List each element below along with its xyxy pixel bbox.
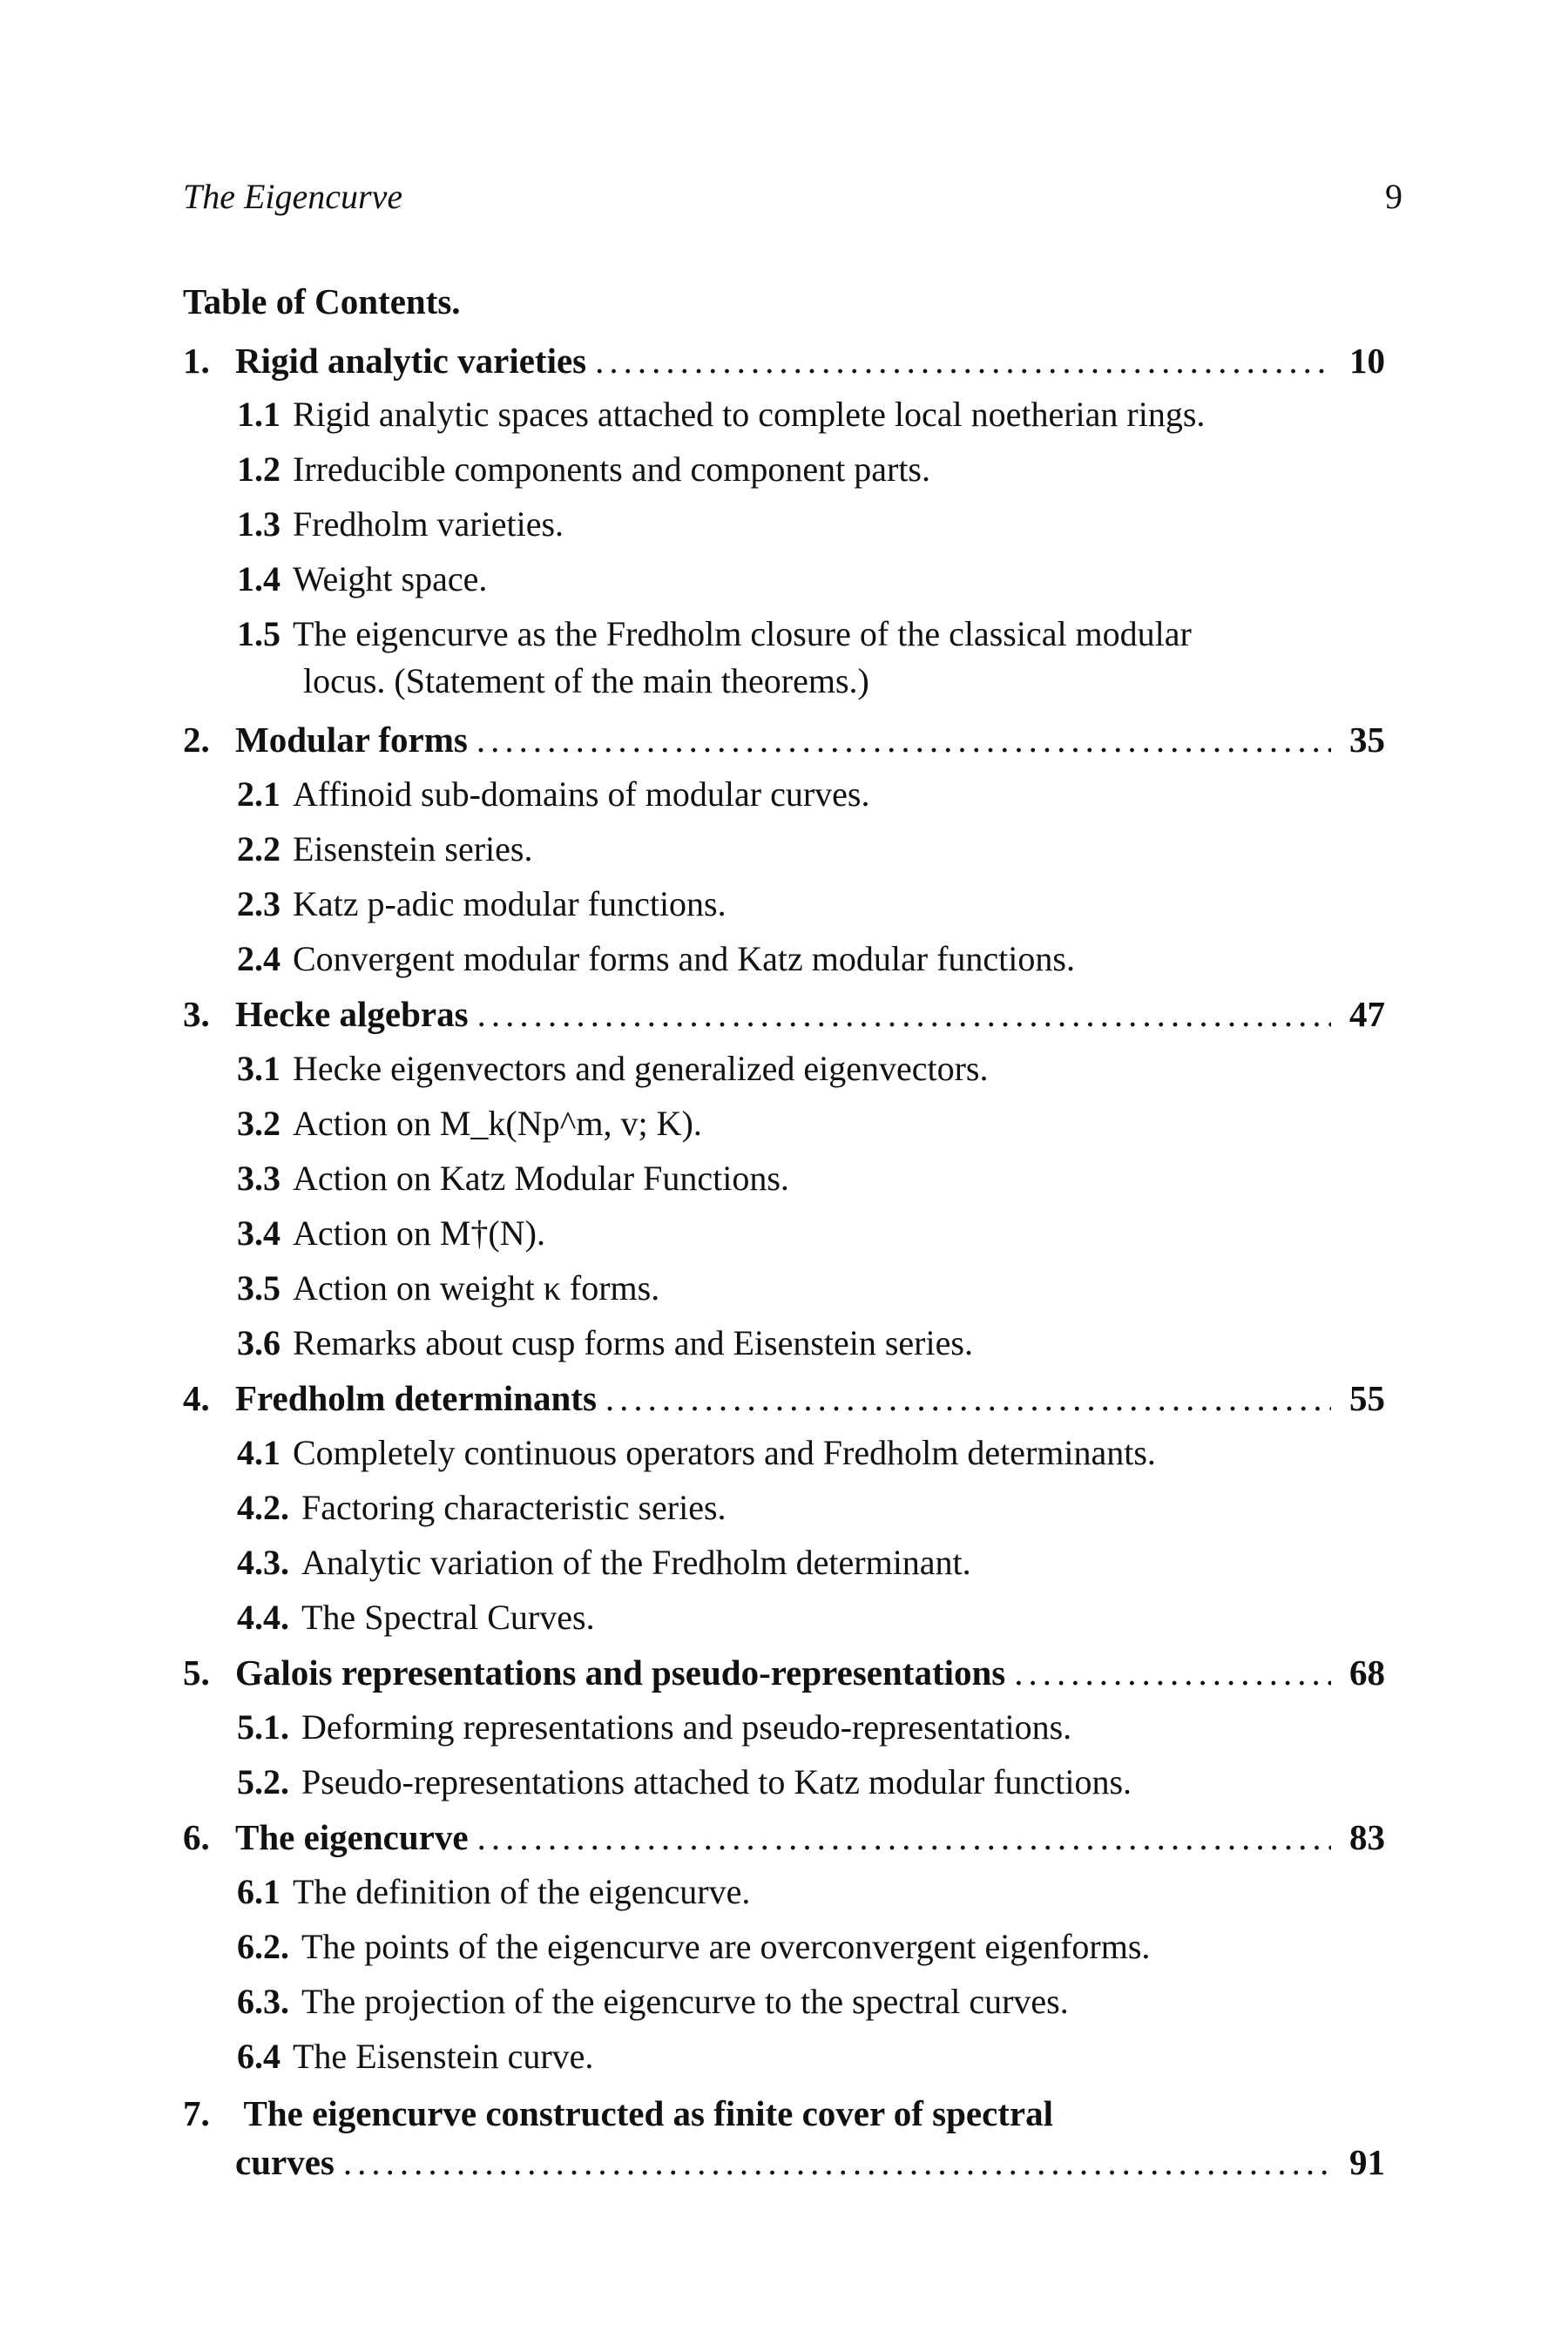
chapter-page: 68	[1349, 1652, 1385, 1693]
chapter-title-continuation: curves	[235, 2142, 335, 2182]
section-title: Irreducible components and component parts.	[293, 449, 930, 489]
section-title: Weight space.	[293, 559, 488, 598]
toc-section-4-3[interactable]	[237, 1542, 1413, 1594]
toc-chapter-2[interactable]	[183, 719, 1385, 771]
toc-section-3-4[interactable]	[237, 1213, 1413, 1265]
toc-chapter-3[interactable]	[183, 993, 1385, 1045]
section-number: 1.5	[237, 614, 280, 653]
toc-chapter-7-title[interactable]	[183, 2092, 1053, 2134]
section-number: 1.4	[237, 559, 280, 598]
toc-section-1-3[interactable]	[237, 504, 1413, 556]
section-title: The eigencurve as the Fredholm closure of the classical modular	[293, 614, 1192, 653]
section-number: 5.1.	[237, 1707, 289, 1747]
section-title: Fredholm varieties.	[293, 504, 564, 544]
section-number: 3.5	[237, 1268, 280, 1308]
leader-dots	[595, 340, 1331, 382]
section-title: Convergent modular forms and Katz modular functions.	[293, 939, 1075, 978]
chapter-page: 47	[1349, 994, 1385, 1034]
chapter-title: The eigencurve constructed as finite cover of spectral	[243, 2093, 1054, 2133]
section-number: 2.1	[237, 774, 280, 814]
section-title: Katz p-adic modular functions.	[293, 884, 727, 923]
chapter-page: 83	[1349, 1817, 1385, 1857]
chapter-number: 5.	[183, 1652, 210, 1693]
chapter-number: 3.	[183, 994, 210, 1034]
section-number: 6.1	[237, 1872, 280, 1911]
section-title: The Eisenstein curve.	[293, 2037, 594, 2076]
section-number: 3.4	[237, 1213, 280, 1253]
section-title: Action on M†(N).	[293, 1213, 545, 1253]
section-title: Eisenstein series.	[293, 829, 533, 868]
page-number: 9	[1385, 177, 1402, 216]
section-title: The definition of the eigencurve.	[293, 1872, 751, 1911]
chapter-title: The eigencurve	[235, 1817, 469, 1857]
toc-section-1-5[interactable]	[237, 613, 1413, 666]
section-number: 1.1	[237, 395, 280, 434]
leader-dots	[477, 993, 1331, 1035]
section-title: Action on Katz Modular Functions.	[293, 1159, 789, 1198]
section-title: Analytic variation of the Fredholm determinant.	[301, 1543, 971, 1582]
toc-section-5-2[interactable]	[237, 1761, 1413, 1814]
section-number: 3.2	[237, 1104, 280, 1143]
section-title: Rigid analytic spaces attached to complete local noetherian rings.	[293, 395, 1206, 434]
toc-section-4-4[interactable]	[237, 1597, 1413, 1649]
section-number: 4.2.	[237, 1488, 289, 1527]
section-title: Action on M_k(Np^m, v; K).	[293, 1104, 702, 1143]
section-title: Completely continuous operators and Fredholm determinants.	[293, 1433, 1156, 1472]
chapter-page: 10	[1349, 341, 1385, 381]
toc-title: Table of Contents.	[183, 281, 461, 321]
section-number: 4.3.	[237, 1543, 289, 1582]
toc-section-3-1[interactable]	[237, 1048, 1413, 1100]
toc-section-3-3[interactable]	[237, 1158, 1413, 1210]
chapter-title: Hecke algebras	[235, 994, 469, 1034]
leader-dots	[343, 2141, 1331, 2183]
section-title: Remarks about cusp forms and Eisenstein series.	[293, 1323, 973, 1362]
section-title: Affinoid sub-domains of modular curves.	[293, 774, 870, 814]
section-number: 2.2	[237, 829, 280, 868]
section-number: 2.3	[237, 884, 280, 923]
toc-section-2-4[interactable]	[237, 938, 1413, 990]
running-title: The Eigencurve	[183, 177, 403, 216]
toc-section-1-2[interactable]	[237, 449, 1413, 501]
toc-chapter-1[interactable]	[183, 340, 1385, 392]
section-title: The projection of the eigencurve to the spectral curves.	[301, 1982, 1069, 2021]
toc-section-2-1[interactable]	[237, 774, 1413, 826]
toc-section-2-3[interactable]	[237, 883, 1413, 936]
section-number: 6.2.	[237, 1927, 289, 1966]
toc-section-6-1[interactable]	[237, 1871, 1413, 1923]
section-number: 2.4	[237, 939, 280, 978]
toc-section-5-1[interactable]	[237, 1707, 1413, 1759]
section-title: The points of the eigencurve are overconvergent eigenforms.	[301, 1927, 1151, 1966]
chapter-page: 55	[1349, 1378, 1385, 1418]
toc-section-3-2[interactable]	[237, 1103, 1413, 1155]
toc-chapter-6[interactable]	[183, 1816, 1385, 1869]
chapter-title: Fredholm determinants	[235, 1378, 597, 1418]
section-title-continuation: locus. (Statement of the main theorems.)	[303, 661, 869, 700]
chapter-number: 1.	[183, 341, 210, 381]
chapter-number: 7.	[183, 2093, 210, 2133]
section-title: Deforming representations and pseudo-representations.	[301, 1707, 1072, 1747]
chapter-number: 6.	[183, 1817, 210, 1857]
toc-section-1-4[interactable]	[237, 558, 1413, 611]
section-number: 3.6	[237, 1323, 280, 1362]
toc-section-6-3[interactable]	[237, 1981, 1413, 2033]
section-number: 3.1	[237, 1049, 280, 1088]
chapter-page: 35	[1349, 720, 1385, 760]
toc-section-6-4[interactable]	[237, 2036, 1413, 2088]
section-number: 6.3.	[237, 1982, 289, 2021]
chapter-number: 2.	[183, 720, 210, 760]
toc-section-3-6[interactable]	[237, 1322, 1413, 1375]
section-number: 5.2.	[237, 1762, 289, 1801]
toc-section-2-2[interactable]	[237, 828, 1413, 881]
chapter-title: Rigid analytic varieties	[235, 341, 587, 381]
toc-section-4-1[interactable]	[237, 1432, 1413, 1484]
chapter-title: Modular forms	[235, 720, 468, 760]
section-number: 6.4	[237, 2037, 280, 2076]
section-title: Pseudo-representations attached to Katz modular functions.	[301, 1762, 1132, 1801]
section-title: Factoring characteristic series.	[301, 1488, 727, 1527]
leader-dots	[1014, 1652, 1331, 1693]
toc-section-4-2[interactable]	[237, 1487, 1413, 1539]
toc-section-1-1[interactable]	[237, 394, 1413, 446]
toc-section-3-5[interactable]	[237, 1267, 1413, 1320]
section-number: 4.1	[237, 1433, 280, 1472]
leader-dots	[477, 1816, 1331, 1858]
chapter-title: Galois representations and pseudo-representations	[235, 1652, 1006, 1693]
section-title: Action on weight κ forms.	[293, 1268, 660, 1308]
toc-chapter-5[interactable]	[183, 1652, 1385, 1704]
chapter-page: 91	[1349, 2142, 1385, 2182]
toc-chapter-7[interactable]	[183, 2141, 1385, 2193]
section-title: The Spectral Curves.	[301, 1598, 595, 1637]
leader-dots	[605, 1377, 1331, 1419]
section-number: 4.4.	[237, 1598, 289, 1637]
toc-section-6-2[interactable]	[237, 1926, 1413, 1978]
section-title: Hecke eigenvectors and generalized eigenvectors.	[293, 1049, 989, 1088]
section-number: 3.3	[237, 1159, 280, 1198]
section-number: 1.2	[237, 449, 280, 489]
chapter-number: 4.	[183, 1378, 210, 1418]
section-number: 1.3	[237, 504, 280, 544]
toc-chapter-4[interactable]	[183, 1377, 1385, 1429]
leader-dots	[476, 719, 1331, 760]
